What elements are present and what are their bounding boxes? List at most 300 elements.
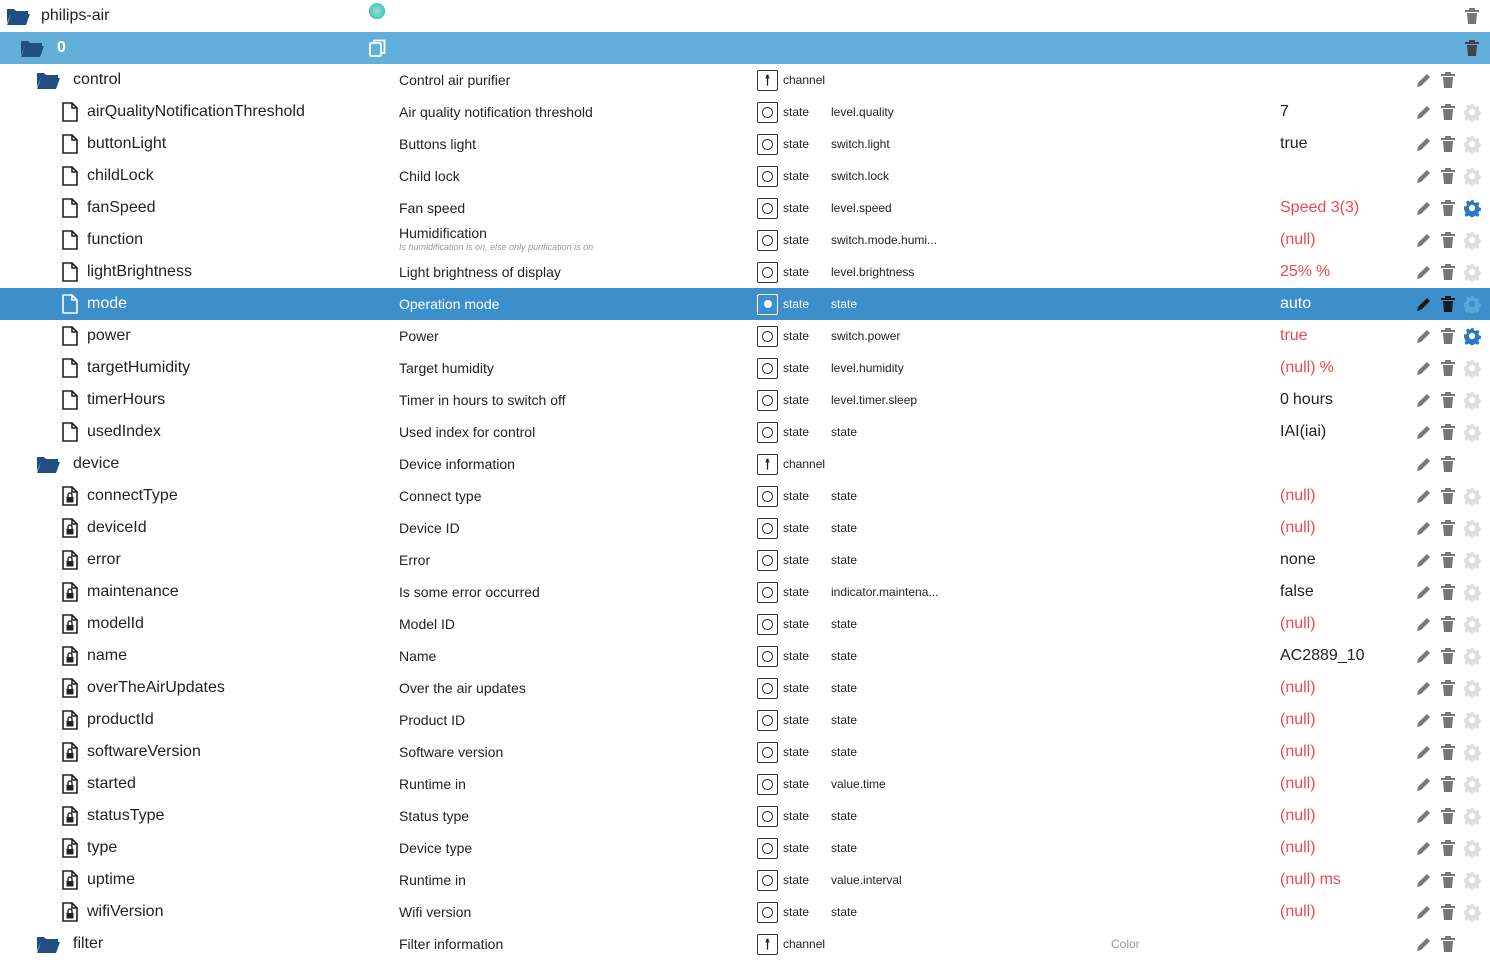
row-actions <box>1414 96 1482 128</box>
delete-icon[interactable] <box>1438 198 1458 218</box>
delete-icon[interactable] <box>1438 454 1458 474</box>
value-text: (null) <box>1280 839 1316 856</box>
settings-gear-icon[interactable] <box>1462 134 1482 154</box>
object-name: Used index for control <box>399 424 536 440</box>
edit-icon[interactable] <box>1414 646 1434 666</box>
edit-icon[interactable] <box>1414 934 1434 954</box>
object-value[interactable] <box>1280 704 1316 736</box>
object-type-label: state <box>783 105 810 119</box>
object-role: state <box>831 745 858 759</box>
file-lock-icon <box>58 900 82 924</box>
object-type-label: state <box>783 841 810 855</box>
tree-row[interactable] <box>0 160 1490 192</box>
object-type-label: state <box>783 137 810 151</box>
tree-row[interactable] <box>0 864 1490 896</box>
object-type <box>757 544 809 576</box>
value-text: (null) <box>1280 711 1316 728</box>
action-spacer <box>1462 454 1482 474</box>
value-text: (null) <box>1280 231 1316 248</box>
color-column-label: Color <box>1111 937 1140 951</box>
object-value[interactable] <box>1280 736 1316 768</box>
object-value[interactable] <box>1280 256 1330 288</box>
delete-icon[interactable] <box>1438 582 1458 602</box>
value-unit: % <box>1316 263 1331 280</box>
state-icon <box>757 710 778 731</box>
settings-gear-icon[interactable] <box>1462 550 1482 570</box>
object-type <box>757 256 809 288</box>
object-type <box>757 448 825 480</box>
object-id: connectType <box>87 487 178 504</box>
object-value[interactable] <box>1280 800 1316 832</box>
state-icon <box>757 134 778 155</box>
file-icon <box>58 420 82 444</box>
object-type-label: channel <box>783 457 826 471</box>
file-lock-icon <box>58 612 82 636</box>
delete-icon[interactable] <box>1438 358 1458 378</box>
object-id: lightBrightness <box>87 263 192 280</box>
settings-gear-icon[interactable] <box>1462 518 1482 538</box>
object-name: Software version <box>399 744 504 760</box>
edit-icon[interactable] <box>1414 198 1434 218</box>
object-id: modelId <box>87 615 144 632</box>
folder-open-icon[interactable] <box>20 36 44 60</box>
settings-gear-icon[interactable] <box>1462 582 1482 602</box>
delete-icon[interactable] <box>1438 390 1458 410</box>
object-type <box>757 320 809 352</box>
file-lock-icon <box>58 484 82 508</box>
object-id: power <box>87 327 131 344</box>
tree-rows <box>0 64 1490 960</box>
tree-row[interactable] <box>0 576 1490 608</box>
delete-icon[interactable] <box>1438 518 1458 538</box>
copy-icon[interactable] <box>368 38 388 58</box>
settings-gear-icon[interactable] <box>1462 262 1482 282</box>
object-id: airQualityNotificationThreshold <box>87 103 305 120</box>
edit-icon[interactable] <box>1414 262 1434 282</box>
file-lock-icon <box>58 516 82 540</box>
tree-row[interactable] <box>0 928 1490 960</box>
tree-row-instance[interactable] <box>0 32 1490 64</box>
state-icon <box>757 614 778 635</box>
row-actions <box>1414 896 1482 928</box>
object-value[interactable] <box>1280 352 1334 384</box>
edit-icon[interactable] <box>1414 582 1434 602</box>
object-name: Power <box>399 328 439 344</box>
object-value[interactable] <box>1280 224 1316 256</box>
file-lock-icon <box>58 836 82 860</box>
value-text: (null) <box>1280 615 1316 632</box>
edit-icon[interactable] <box>1414 454 1434 474</box>
edit-icon[interactable] <box>1414 806 1434 826</box>
object-value[interactable] <box>1280 640 1365 672</box>
object-id: softwareVersion <box>87 743 201 760</box>
row-actions <box>1414 672 1482 704</box>
state-icon <box>757 742 778 763</box>
object-value[interactable] <box>1280 96 1289 128</box>
object-name: Connect type <box>399 488 482 504</box>
row-actions <box>1414 288 1482 320</box>
tree-row[interactable] <box>0 384 1490 416</box>
object-value[interactable] <box>1280 544 1316 576</box>
object-type-label: state <box>783 201 810 215</box>
file-icon <box>58 132 82 156</box>
row-actions <box>1414 320 1482 352</box>
settings-gear-icon[interactable] <box>1462 678 1482 698</box>
object-type-label: state <box>783 617 810 631</box>
delete-icon[interactable] <box>1462 38 1482 58</box>
object-value[interactable] <box>1280 512 1316 544</box>
edit-icon[interactable] <box>1414 838 1434 858</box>
object-id: deviceId <box>87 519 147 536</box>
object-value[interactable] <box>1280 192 1359 224</box>
object-value[interactable] <box>1280 384 1333 416</box>
object-description: Is humidification is on, else only purification is on <box>399 242 594 252</box>
object-id: device <box>73 455 120 472</box>
tree-row[interactable] <box>0 480 1490 512</box>
object-name: Status type <box>399 808 470 824</box>
settings-gear-icon[interactable] <box>1462 294 1482 314</box>
object-type-label: state <box>783 425 810 439</box>
object-id: error <box>87 551 121 568</box>
settings-gear-icon[interactable] <box>1462 326 1482 346</box>
delete-icon[interactable] <box>1438 806 1458 826</box>
value-text: auto <box>1280 295 1312 312</box>
value-text: Speed 3 <box>1280 199 1340 216</box>
state-icon <box>757 326 778 347</box>
tree-row[interactable] <box>0 448 1490 480</box>
object-id: uptime <box>87 871 136 888</box>
value-unit: % <box>1319 359 1334 376</box>
edit-icon[interactable] <box>1414 166 1434 186</box>
folder-open-icon[interactable] <box>36 932 60 956</box>
object-type-label: state <box>783 521 810 535</box>
object-role: state <box>831 841 858 855</box>
tree-row[interactable] <box>0 896 1490 928</box>
object-type <box>757 160 809 192</box>
value-unit: (iai) <box>1299 423 1327 440</box>
settings-gear-icon[interactable] <box>1462 710 1482 730</box>
settings-gear-icon[interactable] <box>1462 838 1482 858</box>
settings-gear-icon[interactable] <box>1462 742 1482 762</box>
object-id: timerHours <box>87 391 166 408</box>
row-actions <box>1414 448 1482 480</box>
folder-open-icon[interactable] <box>36 68 60 92</box>
object-id: fanSpeed <box>87 199 156 216</box>
object-type-label: state <box>783 905 810 919</box>
value-text: (null) <box>1280 903 1316 920</box>
settings-gear-icon[interactable] <box>1462 614 1482 634</box>
object-role: level.quality <box>831 105 894 119</box>
object-value[interactable] <box>1280 128 1308 160</box>
tree-row[interactable] <box>0 736 1490 768</box>
settings-gear-icon[interactable] <box>1462 870 1482 890</box>
state-icon <box>757 678 778 699</box>
row-actions <box>1414 864 1482 896</box>
edit-icon[interactable] <box>1414 774 1434 794</box>
object-value[interactable] <box>1280 864 1341 896</box>
object-type <box>757 96 809 128</box>
object-type <box>757 736 809 768</box>
row-actions <box>1414 224 1482 256</box>
object-type-label: channel <box>783 937 826 951</box>
object-type <box>757 128 809 160</box>
tree-row[interactable] <box>0 544 1490 576</box>
edit-icon[interactable] <box>1414 710 1434 730</box>
object-role: switch.light <box>831 137 890 151</box>
edit-icon[interactable] <box>1414 358 1434 378</box>
file-icon <box>58 388 82 412</box>
state-icon <box>757 294 778 315</box>
tree-row[interactable] <box>0 256 1490 288</box>
value-text: (null) <box>1280 871 1316 888</box>
object-name: Operation mode <box>399 296 500 312</box>
tree-row-adapter[interactable] <box>0 0 1490 32</box>
state-icon <box>757 774 778 795</box>
edit-icon[interactable] <box>1414 390 1434 410</box>
object-value[interactable] <box>1280 320 1308 352</box>
object-role: indicator.maintena... <box>831 585 939 599</box>
object-type-label: state <box>783 585 810 599</box>
tree-row[interactable] <box>0 640 1490 672</box>
edit-icon[interactable] <box>1414 486 1434 506</box>
edit-icon[interactable] <box>1414 70 1434 90</box>
settings-gear-icon[interactable] <box>1462 422 1482 442</box>
object-role: state <box>831 521 858 535</box>
delete-icon[interactable] <box>1438 166 1458 186</box>
tree-row[interactable] <box>0 224 1490 256</box>
edit-icon[interactable] <box>1414 902 1434 922</box>
value-text: (null) <box>1280 807 1316 824</box>
delete-icon[interactable] <box>1438 102 1458 122</box>
settings-gear-icon[interactable] <box>1462 774 1482 794</box>
object-type-label: state <box>783 745 810 759</box>
object-value[interactable] <box>1280 896 1316 928</box>
edit-icon[interactable] <box>1414 102 1434 122</box>
object-role: value.time <box>831 777 886 791</box>
settings-gear-icon[interactable] <box>1462 198 1482 218</box>
object-name: Product ID <box>399 712 466 728</box>
object-value[interactable] <box>1280 288 1311 320</box>
channel-icon <box>757 934 778 955</box>
object-role: switch.mode.humi... <box>831 233 938 247</box>
tree-row[interactable] <box>0 192 1490 224</box>
value-text: true <box>1280 135 1308 152</box>
tree-row[interactable] <box>0 672 1490 704</box>
channel-icon <box>757 454 778 475</box>
row-actions <box>1414 128 1482 160</box>
object-role: switch.lock <box>831 169 890 183</box>
object-value[interactable] <box>1280 768 1316 800</box>
edit-icon[interactable] <box>1414 230 1434 250</box>
action-spacer <box>1462 934 1482 954</box>
object-name: Device information <box>399 456 515 472</box>
object-id: mode <box>87 295 128 312</box>
tree-row[interactable] <box>0 416 1490 448</box>
settings-gear-icon[interactable] <box>1462 806 1482 826</box>
edit-icon[interactable] <box>1414 550 1434 570</box>
object-name: Buttons light <box>399 136 477 152</box>
state-icon <box>757 166 778 187</box>
file-lock-icon <box>58 772 82 796</box>
tree-row[interactable] <box>0 512 1490 544</box>
object-name-text: Humidification <box>399 225 487 241</box>
row-actions <box>1414 544 1482 576</box>
object-type <box>757 832 809 864</box>
value-text: 0 <box>1280 391 1289 408</box>
delete-icon[interactable] <box>1438 646 1458 666</box>
file-icon <box>58 324 82 348</box>
object-type-label: state <box>783 393 810 407</box>
settings-gear-icon[interactable] <box>1462 358 1482 378</box>
object-id: usedIndex <box>87 423 161 440</box>
tree-row[interactable] <box>0 288 1490 320</box>
tree-row[interactable] <box>0 768 1490 800</box>
object-type <box>757 288 809 320</box>
object-type-label: state <box>783 489 810 503</box>
edit-icon[interactable] <box>1414 134 1434 154</box>
object-type <box>757 576 809 608</box>
object-type-label: state <box>783 713 810 727</box>
tree-row[interactable] <box>0 64 1490 96</box>
value-text: 7 <box>1280 103 1289 120</box>
delete-icon[interactable] <box>1438 294 1458 314</box>
object-value[interactable] <box>1280 480 1316 512</box>
delete-icon[interactable] <box>1438 774 1458 794</box>
object-type <box>757 64 825 96</box>
file-icon <box>58 260 82 284</box>
delete-icon[interactable] <box>1438 934 1458 954</box>
row-actions <box>1414 480 1482 512</box>
file-icon <box>58 356 82 380</box>
object-role: state <box>831 649 858 663</box>
settings-gear-icon[interactable] <box>1462 102 1482 122</box>
delete-icon[interactable] <box>1438 326 1458 346</box>
delete-icon[interactable] <box>1438 678 1458 698</box>
settings-gear-icon[interactable] <box>1462 902 1482 922</box>
folder-open-icon[interactable] <box>6 4 30 28</box>
object-value[interactable] <box>1280 832 1316 864</box>
object-name: Light brightness of display <box>399 264 561 280</box>
object-type <box>757 672 809 704</box>
tree-row[interactable] <box>0 832 1490 864</box>
state-icon <box>757 358 778 379</box>
object-type-label: state <box>783 553 810 567</box>
object-role: state <box>831 489 858 503</box>
object-id: buttonLight <box>87 135 167 152</box>
object-value[interactable] <box>1280 416 1326 448</box>
delete-icon[interactable] <box>1438 550 1458 570</box>
delete-icon[interactable] <box>1438 262 1458 282</box>
delete-icon[interactable] <box>1438 710 1458 730</box>
delete-icon[interactable] <box>1438 614 1458 634</box>
edit-icon[interactable] <box>1414 294 1434 314</box>
object-value[interactable] <box>1280 576 1314 608</box>
settings-gear-icon[interactable] <box>1462 166 1482 186</box>
row-actions <box>1414 800 1482 832</box>
instance-name: 0 <box>57 39 66 56</box>
row-actions <box>1414 416 1482 448</box>
object-role: level.humidity <box>831 361 904 375</box>
row-actions <box>1414 608 1482 640</box>
settings-gear-icon[interactable] <box>1462 486 1482 506</box>
object-value[interactable] <box>1280 608 1316 640</box>
tree-row[interactable] <box>0 800 1490 832</box>
object-role: state <box>831 713 858 727</box>
edit-icon[interactable] <box>1414 870 1434 890</box>
file-icon <box>58 164 82 188</box>
delete-icon[interactable] <box>1438 870 1458 890</box>
object-type <box>757 640 809 672</box>
row-actions <box>1414 352 1482 384</box>
edit-icon[interactable] <box>1414 678 1434 698</box>
tree-row[interactable] <box>0 320 1490 352</box>
value-text: true <box>1280 327 1308 344</box>
edit-icon[interactable] <box>1414 742 1434 762</box>
edit-icon[interactable] <box>1414 614 1434 634</box>
object-role: state <box>831 905 858 919</box>
value-text: (null) <box>1280 359 1316 376</box>
object-name: Child lock <box>399 168 460 184</box>
state-icon <box>757 806 778 827</box>
object-type-label: state <box>783 777 810 791</box>
folder-open-icon[interactable] <box>36 452 60 476</box>
object-name: Air quality notification threshold <box>399 104 593 120</box>
settings-gear-icon[interactable] <box>1462 390 1482 410</box>
delete-icon[interactable] <box>1438 742 1458 762</box>
object-role: state <box>831 681 858 695</box>
settings-gear-icon[interactable] <box>1462 646 1482 666</box>
object-type-label: state <box>783 329 810 343</box>
object-role: state <box>831 809 858 823</box>
tree-row[interactable] <box>0 704 1490 736</box>
object-type <box>757 192 809 224</box>
settings-gear-icon[interactable] <box>1462 230 1482 250</box>
state-icon <box>757 262 778 283</box>
file-lock-icon <box>58 548 82 572</box>
state-icon <box>757 582 778 603</box>
state-icon <box>757 902 778 923</box>
delete-icon[interactable] <box>1438 134 1458 154</box>
object-role: level.brightness <box>831 265 915 279</box>
delete-icon[interactable] <box>1438 230 1458 250</box>
file-lock-icon <box>58 644 82 668</box>
edit-icon[interactable] <box>1414 326 1434 346</box>
tree-row[interactable] <box>0 128 1490 160</box>
row-actions <box>1414 512 1482 544</box>
object-type-label: state <box>783 297 810 311</box>
delete-icon[interactable] <box>1438 422 1458 442</box>
delete-icon[interactable] <box>1438 902 1458 922</box>
value-unit: (3) <box>1339 199 1360 216</box>
state-icon <box>757 486 778 507</box>
file-lock-icon <box>58 708 82 732</box>
object-type <box>757 608 809 640</box>
value-text: (null) <box>1280 519 1316 536</box>
object-value[interactable] <box>1280 672 1316 704</box>
edit-icon[interactable] <box>1414 422 1434 442</box>
tree-row[interactable] <box>0 608 1490 640</box>
object-role: state <box>831 617 858 631</box>
delete-icon[interactable] <box>1438 70 1458 90</box>
row-actions <box>1414 768 1482 800</box>
tree-row[interactable] <box>0 352 1490 384</box>
delete-icon[interactable] <box>1438 486 1458 506</box>
tree-row[interactable] <box>0 96 1490 128</box>
delete-icon[interactable] <box>1438 838 1458 858</box>
edit-icon[interactable] <box>1414 518 1434 538</box>
file-icon <box>58 100 82 124</box>
delete-icon[interactable] <box>1462 6 1482 26</box>
